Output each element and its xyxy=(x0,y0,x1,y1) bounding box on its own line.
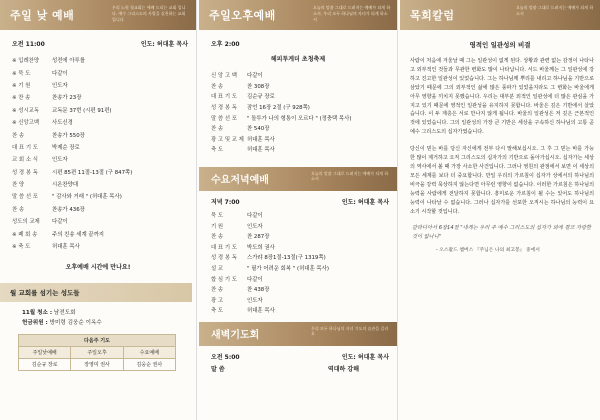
order-label: 설 교 xyxy=(211,266,224,273)
order-row xyxy=(211,112,393,123)
sunday-service-leader: 인도: 허대훈 목사 xyxy=(140,41,188,48)
order-value: 찬송가 436장 xyxy=(52,206,85,213)
table-cell: 김웅순 권사 xyxy=(123,359,175,371)
order-label: 대 표 기 도 xyxy=(211,94,237,101)
order-row xyxy=(211,263,393,274)
order-label: 광 고 xyxy=(211,297,224,304)
sunday-service-time: 오전 11:00 xyxy=(12,41,45,48)
sunday-service-header xyxy=(0,0,196,30)
order-value: 인도자 xyxy=(52,82,68,89)
committee-value: 방미령 김웅순 이옥수 xyxy=(49,320,102,327)
order-row xyxy=(12,128,192,140)
dawn-prayer-value: 역대하 강해 xyxy=(327,365,359,373)
order-value: 허대훈 목사 xyxy=(247,136,275,143)
article-title: 영적인 일관성의 비결 xyxy=(469,41,531,49)
order-value: " 필가 어려운 회복 " (허대훈 목사) xyxy=(247,266,329,273)
order-row xyxy=(12,178,192,190)
afternoon-notice: 오후예배 시간에 만나요! xyxy=(65,264,131,272)
order-label: 찬 양 xyxy=(12,182,25,189)
order-label: 대 표 기 도 xyxy=(12,144,38,151)
afternoon-service-order xyxy=(199,70,397,155)
order-row xyxy=(12,227,192,239)
order-row xyxy=(211,252,393,263)
order-label: 광 고 및 교 제 xyxy=(211,136,244,143)
order-label: ※ 묵 도 xyxy=(12,70,31,77)
order-label: 찬 송 xyxy=(12,132,25,139)
prayer-duty-table xyxy=(18,334,176,371)
table-header: 주일오후 xyxy=(71,347,123,359)
order-value: 시온찬양대 xyxy=(52,182,79,189)
committee-list xyxy=(0,302,196,330)
order-value: 허대훈 목사 xyxy=(247,308,275,315)
prayer-duty-title: 다음주 기도 xyxy=(19,335,176,347)
order-label: 묵 도 xyxy=(211,213,224,220)
order-label: 성도의 교제 xyxy=(12,219,40,226)
order-row xyxy=(211,102,393,113)
order-label: 말 씀 선 포 xyxy=(211,115,237,122)
order-value: 허대훈 목사 xyxy=(247,147,275,154)
order-row xyxy=(211,220,393,231)
order-value: 스가랴 8장1절-13절(구 1319쪽) xyxy=(247,255,326,262)
committee-band: 월 교회를 섬기는 성도들 xyxy=(0,283,192,302)
order-row xyxy=(211,91,393,102)
order-value: 인도자 xyxy=(52,157,68,164)
order-label: 찬 송 xyxy=(211,126,224,133)
order-label: 합 심 기 도 xyxy=(211,276,237,283)
order-value: 박제순 장로 xyxy=(52,144,80,151)
pastor-column-header xyxy=(400,0,600,30)
order-label: 성 경 봉 독 xyxy=(211,255,237,262)
order-label: ※ 폐 회 송 xyxy=(12,231,38,238)
order-row xyxy=(12,104,192,116)
order-label: ※ 신앙고백 xyxy=(12,120,40,127)
order-value: 다같이 xyxy=(52,219,68,226)
order-row xyxy=(211,123,393,134)
committee-row xyxy=(22,318,196,328)
order-value: 인도자 xyxy=(247,223,263,230)
sunday-service-order xyxy=(0,54,196,252)
afternoon-service-subtitle: 오늘의 말씀 그대로 드려지는 예배가 되게 하소서. 우리 모두 하나님의 자녀가 되게 하소서 xyxy=(313,5,391,22)
order-label: 말 씀 선 포 xyxy=(12,194,38,201)
order-value: 찬 540장 xyxy=(247,126,270,133)
order-row xyxy=(12,190,192,202)
order-value: 찬송가 23장 xyxy=(52,95,82,102)
order-label: ※ 찬 송 xyxy=(12,95,31,102)
order-row xyxy=(211,284,393,295)
wednesday-service-subtitle: 오늘의 말씀 그대로 드려지는 예배가 되게 하소서 xyxy=(311,170,389,182)
order-row xyxy=(12,66,192,78)
afternoon-service-header xyxy=(199,0,397,30)
sunday-service-title: 주일 낮 예배 xyxy=(10,9,75,22)
order-label: ※ 성시교독 xyxy=(12,107,40,114)
order-row xyxy=(211,242,393,253)
order-value: 성전에 아루를 xyxy=(52,58,85,65)
order-row xyxy=(211,144,393,155)
committee-value: 남전도회 xyxy=(53,310,76,317)
order-row xyxy=(211,134,393,145)
sunday-service-subtitle: 우리 노원 청교회는 예배 드리는 교회 입니다. 예수 그리스도의 사랑을 실천하는 교회 입니다 xyxy=(112,5,186,22)
order-row xyxy=(12,54,192,66)
order-value: " 감사와 거래 " (허대훈 목사) xyxy=(52,194,122,201)
order-row xyxy=(12,215,192,227)
wednesday-service-meta xyxy=(199,191,397,210)
order-value: 찬 287장 xyxy=(247,234,270,241)
table-cell: 장영미 권사 xyxy=(71,359,123,371)
committee-row xyxy=(22,308,196,318)
afternoon-service-title: 주일오후예배 xyxy=(209,9,276,22)
order-value: 사도신경 xyxy=(52,120,73,127)
sunday-service-meta xyxy=(0,30,196,54)
order-row xyxy=(211,273,393,284)
order-row xyxy=(211,305,393,316)
scripture-quote: 갈라디아서 6장14절 "내게는 우리 주 예수 그리스도의 십자가 외에 결코 자랑할 것이 없나니" xyxy=(412,225,592,241)
pastor-column-title: 목회칼럼 xyxy=(410,9,455,22)
order-value: 다같이 xyxy=(247,73,263,80)
order-value: 다같이 xyxy=(247,213,263,220)
sunday-service-column xyxy=(0,0,197,420)
order-row xyxy=(12,203,192,215)
order-value: 허대훈 목사 xyxy=(52,244,80,251)
order-label: ※ 축 도 xyxy=(12,244,31,251)
wednesday-service-order xyxy=(199,210,397,316)
pastor-column-subtitle: 오늘의 말씀 그대로 드려지는 예배가 되게 하소서 xyxy=(516,5,594,16)
order-label: 교 회 소 식 xyxy=(12,157,38,164)
order-row xyxy=(12,79,192,91)
article-source: - 오스왈드 챔버스 『주님은 나의 최고봉』 중에서 xyxy=(436,248,540,254)
order-label: 찬 송 xyxy=(211,83,224,90)
order-row xyxy=(12,153,192,165)
pastor-column xyxy=(400,0,600,420)
dawn-prayer-row xyxy=(199,364,397,379)
order-label: 찬 송 xyxy=(211,234,224,241)
order-value: " 돌투가 나의 형통이 오르다 " (정충택 목사) xyxy=(247,115,352,122)
dawn-prayer-leader: 인도: 허대훈 목사 xyxy=(341,353,389,361)
order-row xyxy=(211,210,393,221)
order-label: 성 경 봉 독 xyxy=(12,169,38,176)
order-row xyxy=(12,91,192,103)
table-cell: 김순규 장로 xyxy=(19,359,71,371)
order-value: 교독문 37번 (시편 91편) xyxy=(52,107,112,114)
order-label: 축 도 xyxy=(211,147,224,154)
order-value: 김순규 장로 xyxy=(247,94,275,101)
dawn-prayer-subtitle: 우리 모두 하나님의 자녀 기도의 습관을 길러요 xyxy=(311,325,389,337)
order-row xyxy=(211,295,393,306)
order-value: 박도희 권사 xyxy=(247,244,275,251)
dawn-prayer-meta xyxy=(199,346,397,364)
order-label: 축 도 xyxy=(211,308,224,315)
order-row xyxy=(12,166,192,178)
order-row xyxy=(211,81,393,92)
order-value: 찬 438장 xyxy=(247,287,270,294)
order-row xyxy=(211,231,393,242)
order-label: 기 원 xyxy=(211,223,224,230)
table-header: 수요예배 xyxy=(123,347,175,359)
afternoon-special-event: 헤피투게더 초청축제 xyxy=(270,56,326,63)
order-label: 찬 송 xyxy=(12,206,25,213)
order-row xyxy=(211,70,393,81)
dawn-prayer-label: 말 씀 xyxy=(211,365,225,373)
order-value: 주의 친송 세계 끝까지 xyxy=(52,231,105,238)
wednesday-service-time: 저녁 7:00 xyxy=(211,198,240,206)
order-row xyxy=(12,240,192,252)
wednesday-service-title: 수요저녁예배 xyxy=(211,175,269,187)
order-label: 대 표 기 도 xyxy=(211,244,237,251)
table-header: 주일낮예배 xyxy=(19,347,71,359)
order-value: 다같이 xyxy=(247,276,263,283)
order-value: 찬송가 550장 xyxy=(52,132,85,139)
dawn-prayer-title: 새벽기도회 xyxy=(211,330,260,342)
wednesday-service-header xyxy=(199,167,397,191)
committee-label: 11월 청소 : xyxy=(22,310,53,317)
order-row xyxy=(12,141,192,153)
dawn-prayer-time: 오전 5:00 xyxy=(211,353,240,361)
article-paragraph: 당신이 믿는 바를 당신 자신에게 전부 다시 말해보십시오. 그 후 그 믿는 바를 가능한 많이 제거하고 오직 그리스도의 십자가의 기반으로 돌아가십시오. 십자가는 세상의 역사에서 볼 때 가장 사소한 사건입니다. 그러나 영원의 관점에서 보면 이 세상의 모든 세계를 보다 더 중요합니다. 만일 우리의 가르침이 십자가 상에서의 하나님의 비극을 강력 묵상하지 않는다면 아무런 영향이 없습니다. 이러한 가르침은 하나님의 능력을 사람에게 전달하지 못합니다. 흥미로운 가르침이 될 수는 있어도 하나님의 능력이 나타날 수 없습니다. 그러나 십자가를 선포한 오직시는 하나님의 능력이 요소기 시작할 것입니다. xyxy=(410,146,594,215)
order-row xyxy=(12,116,192,128)
article-paragraph: 사람이 처음에 겨울날 때 그는 일관성이 없게 된다. 상황과 관련 없는 감정이 나타나고 외부적인 것들과 무관한 변화도 많이 나타납니다. 서드 바울께는 그 일관성에 강하고 진고한 일관성이 있었습니다. 그는 하나님께 뿌리를 내리고 하나님을 기반으로 삼았기 때문에 그의 외부적인 삶에 많은 풍파가 있었을지라도 그 변화는 바울에게 아무 영향을 끼치지 못했습니다. 우리는 대부분 외적인 일관성에 더 많은 관심을 가지고 있기 때문에 영적인 일관성을 유지하지 못합니다. 바울은 깊은 기반에서 살았습니다. 이 두 계층은 서로 만나지 않게 됩니다. 바울의 일관성은 저 깊은 근본적인 것에 있었습니다. 그의 일관성의 가장 큰 기반은 세상을 구속하신 하나님의 고통 곧 예수 그리스도의 십자가였습니다. xyxy=(410,58,594,136)
order-label: 찬 송 xyxy=(211,287,224,294)
order-value: 시편 85편 11절-13절 (구 847쪽) xyxy=(52,169,133,176)
order-value: 다같이 xyxy=(52,70,68,77)
order-value: 인도자 xyxy=(247,297,263,304)
order-label: ※ 기 원 xyxy=(12,82,31,89)
order-label: ※ 입례찬양 xyxy=(12,58,40,65)
order-label: 성 경 봉 독 xyxy=(211,105,237,112)
afternoon-service-meta xyxy=(199,30,397,54)
afternoon-service-time: 오후 2:00 xyxy=(211,41,240,48)
wednesday-service-leader: 인도: 허대훈 목사 xyxy=(341,198,389,206)
order-label: 신 앙 고 백 xyxy=(211,73,237,80)
order-value: 잠언 16장 2절 (구 928쪽) xyxy=(247,105,310,112)
dawn-prayer-header xyxy=(199,322,397,346)
committee-label: 헌금위원 : xyxy=(22,320,48,327)
order-value: 찬 308장 xyxy=(247,83,270,90)
evening-services-column xyxy=(199,0,398,420)
